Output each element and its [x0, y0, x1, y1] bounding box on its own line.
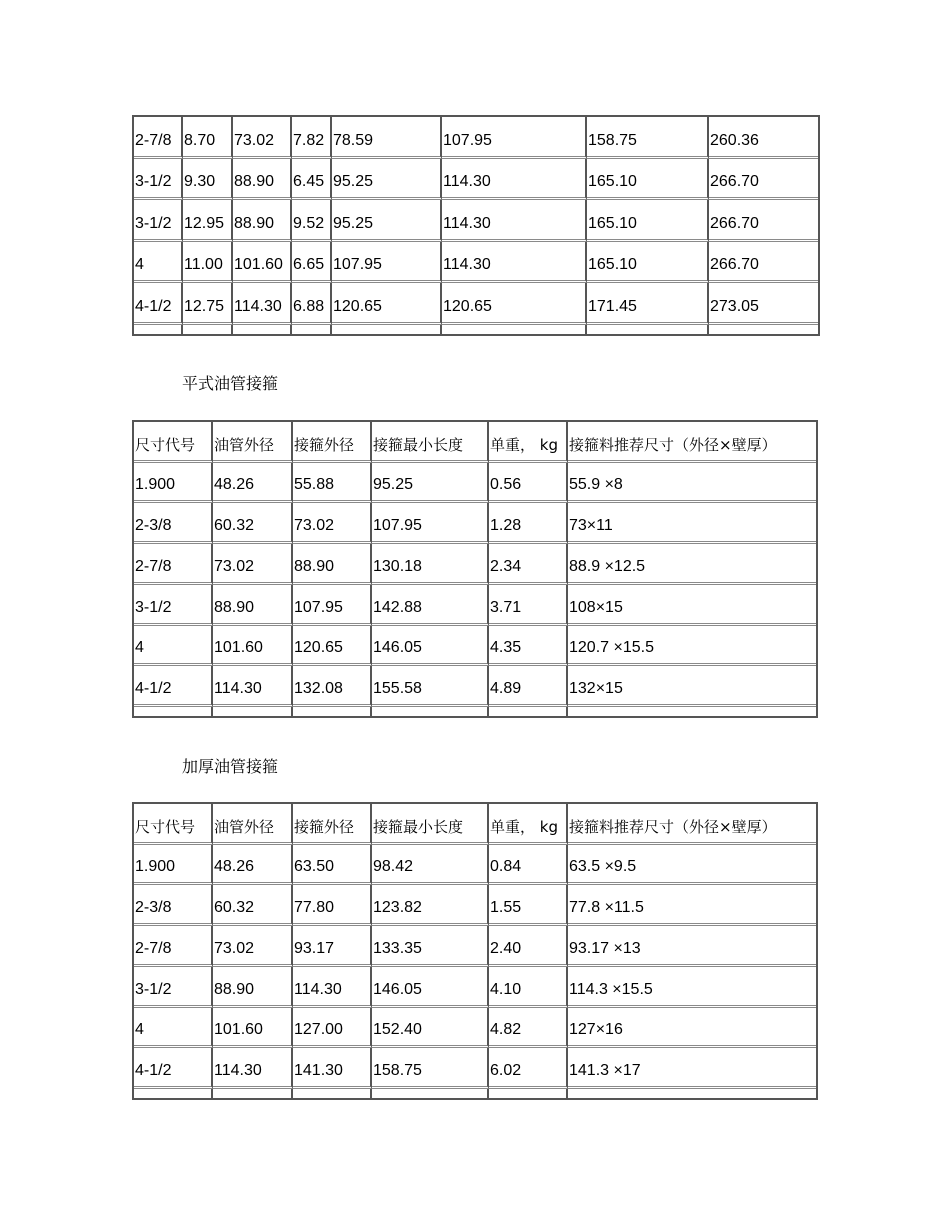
- table-cell: 107.95: [332, 242, 442, 284]
- table-cell: [489, 707, 568, 716]
- table-cell: 4.82: [489, 1008, 568, 1049]
- column-header: 油管外径: [213, 422, 293, 463]
- table-cell: 55.9 ×8: [568, 463, 816, 504]
- table-cell: [372, 707, 489, 716]
- table-cell: 95.25: [332, 200, 442, 242]
- table-cell: 273.05: [709, 283, 818, 325]
- table-cell: [213, 707, 293, 716]
- table-cell: 8.70: [183, 117, 233, 159]
- table-cell: 4-1/2: [134, 283, 183, 325]
- table-row: [134, 967, 816, 1008]
- table-cell: 2-3/8: [134, 885, 213, 926]
- column-header: 尺寸代号: [134, 804, 213, 845]
- table-cell: 2.34: [489, 544, 568, 585]
- table-cell: 107.95: [442, 117, 587, 159]
- table-row: [134, 159, 818, 201]
- table-cell: 95.25: [332, 159, 442, 201]
- table-cell: 114.30: [442, 242, 587, 284]
- table-cell: 9.52: [292, 200, 332, 242]
- table-cell: 114.30: [442, 159, 587, 201]
- column-header: 接箍外径: [293, 422, 372, 463]
- column-header: 接箍料推荐尺寸（外径×壁厚）: [568, 804, 816, 845]
- table-row: [134, 283, 818, 325]
- table-cell: 4.10: [489, 967, 568, 1008]
- column-header: 接箍料推荐尺寸（外径×壁厚）: [568, 422, 816, 463]
- table-cell: 88.90: [233, 159, 292, 201]
- table-cell: 12.75: [183, 283, 233, 325]
- table-cell: 60.32: [213, 503, 293, 544]
- table-header-row: [134, 804, 816, 845]
- table-cell: 155.58: [372, 666, 489, 707]
- table-cell: 7.82: [292, 117, 332, 159]
- table-cell: 48.26: [213, 845, 293, 886]
- table-cell: 0.56: [489, 463, 568, 504]
- table-cell: 0.84: [489, 845, 568, 886]
- table-cell: 78.59: [332, 117, 442, 159]
- table-cell: [442, 325, 587, 334]
- table-cell: 73.02: [213, 544, 293, 585]
- column-header: 接箍外径: [293, 804, 372, 845]
- column-header: 单重， kg: [489, 804, 568, 845]
- table-cell: [183, 325, 233, 334]
- table-cell: 101.60: [233, 242, 292, 284]
- table-row: [134, 845, 816, 886]
- table-row: [134, 242, 818, 284]
- table-cell: 6.45: [292, 159, 332, 201]
- table-cell: 3-1/2: [134, 200, 183, 242]
- table-cell: 165.10: [587, 200, 709, 242]
- table-row: [134, 885, 816, 926]
- table-cell: [233, 325, 292, 334]
- table-cell: 88.9 ×12.5: [568, 544, 816, 585]
- table-row: [134, 1008, 816, 1049]
- table-cell: 120.65: [332, 283, 442, 325]
- table-cell: 12.95: [183, 200, 233, 242]
- table-row: [134, 200, 818, 242]
- table-cell: 123.82: [372, 885, 489, 926]
- table-cell: 9.30: [183, 159, 233, 201]
- table-cell: 77.80: [293, 885, 372, 926]
- section-heading-flat-coupling: 平式油管接箍: [182, 374, 279, 393]
- table-cell: 171.45: [587, 283, 709, 325]
- table-row: [134, 626, 816, 667]
- table-cell: 266.70: [709, 159, 818, 201]
- table-cell: [332, 325, 442, 334]
- table-cell: 114.3 ×15.5: [568, 967, 816, 1008]
- table-cell: 88.90: [213, 967, 293, 1008]
- table-cell: 158.75: [372, 1048, 489, 1089]
- table-cell: 63.5 ×9.5: [568, 845, 816, 886]
- table-cell: 101.60: [213, 626, 293, 667]
- table-cell: 141.3 ×17: [568, 1048, 816, 1089]
- table-row: [134, 117, 818, 159]
- column-header: 单重， kg: [489, 422, 568, 463]
- table-cell: 4: [134, 626, 213, 667]
- table-cell: 260.36: [709, 117, 818, 159]
- table-row-empty: [134, 707, 816, 716]
- table-cell: [134, 325, 183, 334]
- table-cell: 130.18: [372, 544, 489, 585]
- table-cell: 4-1/2: [134, 666, 213, 707]
- table-cell: 114.30: [442, 200, 587, 242]
- table-cell: 73.02: [293, 503, 372, 544]
- table-cell: [568, 707, 816, 716]
- table-cell: 108×15: [568, 585, 816, 626]
- table-cell: 93.17 ×13: [568, 926, 816, 967]
- table-cell: 88.90: [233, 200, 292, 242]
- table-cell: 114.30: [213, 1048, 293, 1089]
- table-cell: [293, 1089, 372, 1098]
- table-cell: 6.65: [292, 242, 332, 284]
- table-cell: 60.32: [213, 885, 293, 926]
- tubing-dimensions-body: [134, 117, 818, 334]
- table-cell: 158.75: [587, 117, 709, 159]
- table-cell: 132×15: [568, 666, 816, 707]
- table-header-row: [134, 422, 816, 463]
- table-row-empty: [134, 1089, 816, 1098]
- table-cell: 1.900: [134, 463, 213, 504]
- table-cell: 114.30: [213, 666, 293, 707]
- thick-coupling-body: [134, 804, 816, 1098]
- table-cell: 93.17: [293, 926, 372, 967]
- table-cell: [568, 1089, 816, 1098]
- table-cell: 48.26: [213, 463, 293, 504]
- column-header: 尺寸代号: [134, 422, 213, 463]
- table-cell: [293, 707, 372, 716]
- table-cell: 114.30: [293, 967, 372, 1008]
- table-cell: 6.02: [489, 1048, 568, 1089]
- table-row: [134, 585, 816, 626]
- table-cell: [213, 1089, 293, 1098]
- table-cell: 101.60: [213, 1008, 293, 1049]
- table-cell: 88.90: [213, 585, 293, 626]
- table-cell: [709, 325, 818, 334]
- table-cell: 73.02: [233, 117, 292, 159]
- table-cell: 3-1/2: [134, 585, 213, 626]
- table-cell: 2-7/8: [134, 117, 183, 159]
- table-cell: 133.35: [372, 926, 489, 967]
- table-cell: 165.10: [587, 159, 709, 201]
- table-cell: 73×11: [568, 503, 816, 544]
- table-cell: 127.00: [293, 1008, 372, 1049]
- flat-coupling-body: [134, 422, 816, 716]
- table-cell: 3-1/2: [134, 967, 213, 1008]
- table-cell: 2-7/8: [134, 926, 213, 967]
- table-cell: 2.40: [489, 926, 568, 967]
- table-cell: 4: [134, 1008, 213, 1049]
- flat-coupling-table: [132, 420, 818, 718]
- table-cell: 141.30: [293, 1048, 372, 1089]
- table-cell: 11.00: [183, 242, 233, 284]
- table-row: [134, 463, 816, 504]
- table-cell: 120.65: [442, 283, 587, 325]
- table-cell: 152.40: [372, 1008, 489, 1049]
- tubing-dimensions-table: [132, 115, 820, 336]
- table-cell: 107.95: [293, 585, 372, 626]
- table-cell: 114.30: [233, 283, 292, 325]
- table-cell: 132.08: [293, 666, 372, 707]
- table-cell: 73.02: [213, 926, 293, 967]
- table-cell: 6.88: [292, 283, 332, 325]
- table-cell: 4: [134, 242, 183, 284]
- table-cell: 142.88: [372, 585, 489, 626]
- column-header: 接箍最小长度: [372, 422, 489, 463]
- table-cell: 127×16: [568, 1008, 816, 1049]
- table-row: [134, 544, 816, 585]
- table-row: [134, 666, 816, 707]
- table-cell: 120.65: [293, 626, 372, 667]
- table-cell: 107.95: [372, 503, 489, 544]
- table-cell: [489, 1089, 568, 1098]
- table-cell: 3-1/2: [134, 159, 183, 201]
- table-cell: 2-3/8: [134, 503, 213, 544]
- table-row: [134, 1048, 816, 1089]
- table-cell: 1.900: [134, 845, 213, 886]
- table-cell: 55.88: [293, 463, 372, 504]
- table-cell: 146.05: [372, 967, 489, 1008]
- table-cell: [372, 1089, 489, 1098]
- table-cell: 4.89: [489, 666, 568, 707]
- table-cell: 120.7 ×15.5: [568, 626, 816, 667]
- table-cell: 146.05: [372, 626, 489, 667]
- table-row: [134, 926, 816, 967]
- table-cell: 98.42: [372, 845, 489, 886]
- table-cell: 1.28: [489, 503, 568, 544]
- table-cell: 95.25: [372, 463, 489, 504]
- table-cell: 1.55: [489, 885, 568, 926]
- thick-coupling-table: [132, 802, 818, 1100]
- table-cell: [292, 325, 332, 334]
- table-cell: 165.10: [587, 242, 709, 284]
- table-cell: 266.70: [709, 200, 818, 242]
- column-header: 接箍最小长度: [372, 804, 489, 845]
- column-header: 油管外径: [213, 804, 293, 845]
- table-cell: 63.50: [293, 845, 372, 886]
- table-cell: [134, 1089, 213, 1098]
- table-cell: 266.70: [709, 242, 818, 284]
- table-cell: 4.35: [489, 626, 568, 667]
- table-row: [134, 503, 816, 544]
- section-heading-thick-coupling: 加厚油管接箍: [182, 757, 279, 776]
- table-cell: 77.8 ×11.5: [568, 885, 816, 926]
- table-row-empty: [134, 325, 818, 334]
- table-cell: [134, 707, 213, 716]
- table-cell: 2-7/8: [134, 544, 213, 585]
- table-cell: [587, 325, 709, 334]
- table-cell: 4-1/2: [134, 1048, 213, 1089]
- table-cell: 88.90: [293, 544, 372, 585]
- table-cell: 3.71: [489, 585, 568, 626]
